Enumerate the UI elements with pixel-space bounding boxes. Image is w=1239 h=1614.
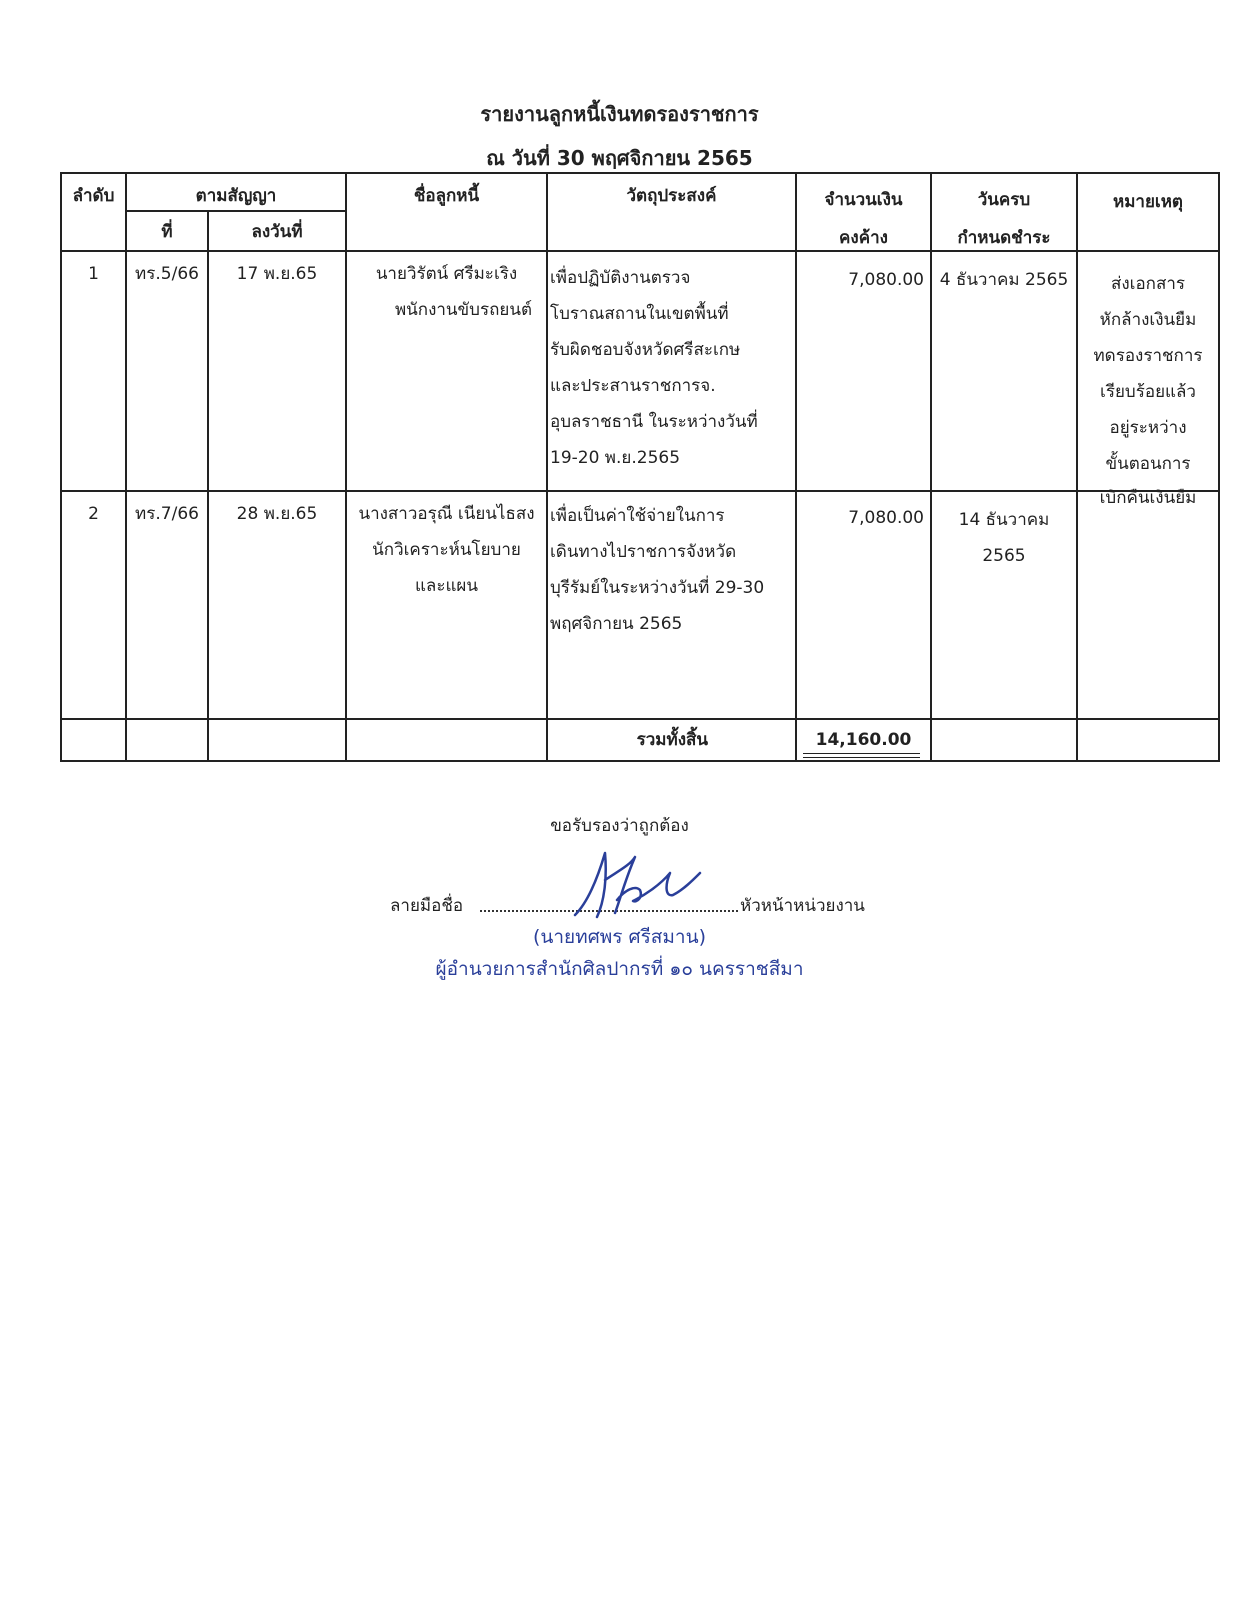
row2-contract-date: 28 พ.ย.65 <box>236 504 318 524</box>
sign-prefix: ลายมือชื่อ <box>390 896 464 916</box>
header-amount-line1: จำนวนเงิน <box>824 190 903 210</box>
report-date: ณ วันที่ 30 พฤศจิกายน 2565 <box>486 146 753 170</box>
row2-due-date-line1: 14 ธันวาคม <box>958 510 1050 530</box>
row2-debtor-name: นางสาวอรุณี เนียนไธสง <box>358 504 535 524</box>
row1-contract-date: 17 พ.ย.65 <box>236 264 318 284</box>
header-amount-line2: คงค้าง <box>839 228 888 248</box>
row2-debtor-position-line2: และแผน <box>414 576 479 596</box>
total-value: 14,160.00 <box>815 730 912 750</box>
header-seq: ลำดับ <box>72 186 115 206</box>
header-due-line1: วันครบ <box>977 190 1031 210</box>
header-contract: ตามสัญญา <box>195 186 277 206</box>
total-label: รวมทั้งสิ้น <box>636 730 708 750</box>
row2-contract-no: ทร.7/66 <box>135 504 199 524</box>
row2-seq: 2 <box>88 504 99 524</box>
header-due-line2: กำหนดชำระ <box>957 228 1051 248</box>
row1-amount: 7,080.00 <box>848 270 924 290</box>
header-contract-no: ที่ <box>161 222 173 242</box>
row1-debtor-name: นายวิรัตน์ ศรีมะเริง <box>375 264 518 284</box>
sign-suffix: หัวหน้าหน่วยงาน <box>740 896 865 916</box>
report-title: รายงานลูกหนี้เงินทดรองราชการ <box>480 102 759 126</box>
row1-debtor-position: พนักงานขับรถยนต์ <box>394 300 532 320</box>
row1-seq: 1 <box>88 264 99 284</box>
row2-debtor-position: นักวิเคราะห์นโยบาย <box>372 540 521 560</box>
header-purpose: วัตถุประสงค์ <box>626 186 717 206</box>
row1-due-date: 4 ธันวาคม 2565 <box>939 270 1069 290</box>
row1-remark: ส่งเอกสาร หักล้างเงินยืม ทดรองราชการ เรียบร้อยแล้ว อยู่ระหว่าง ขั้นตอนการ เบิกคืนเงินยืม <box>1093 274 1203 508</box>
signer-name: (นายทศพร ศรีสมาน) <box>532 926 706 948</box>
header-debtor: ชื่อลูกหนี้ <box>413 186 480 206</box>
certify-text: ขอรับรองว่าถูกต้อง <box>550 816 689 836</box>
row2-due-date-line2: 2565 <box>982 546 1026 566</box>
handwritten-signature <box>565 845 705 925</box>
header-contract-date: ลงวันที่ <box>251 222 303 242</box>
row2-amount: 7,080.00 <box>848 508 924 528</box>
signer-title: ผู้อำนวยการสำนักศิลปากรที่ ๑๐ นครราชสีมา <box>435 958 804 980</box>
header-remark: หมายเหตุ <box>1113 192 1183 212</box>
row1-contract-no: ทร.5/66 <box>135 264 199 284</box>
